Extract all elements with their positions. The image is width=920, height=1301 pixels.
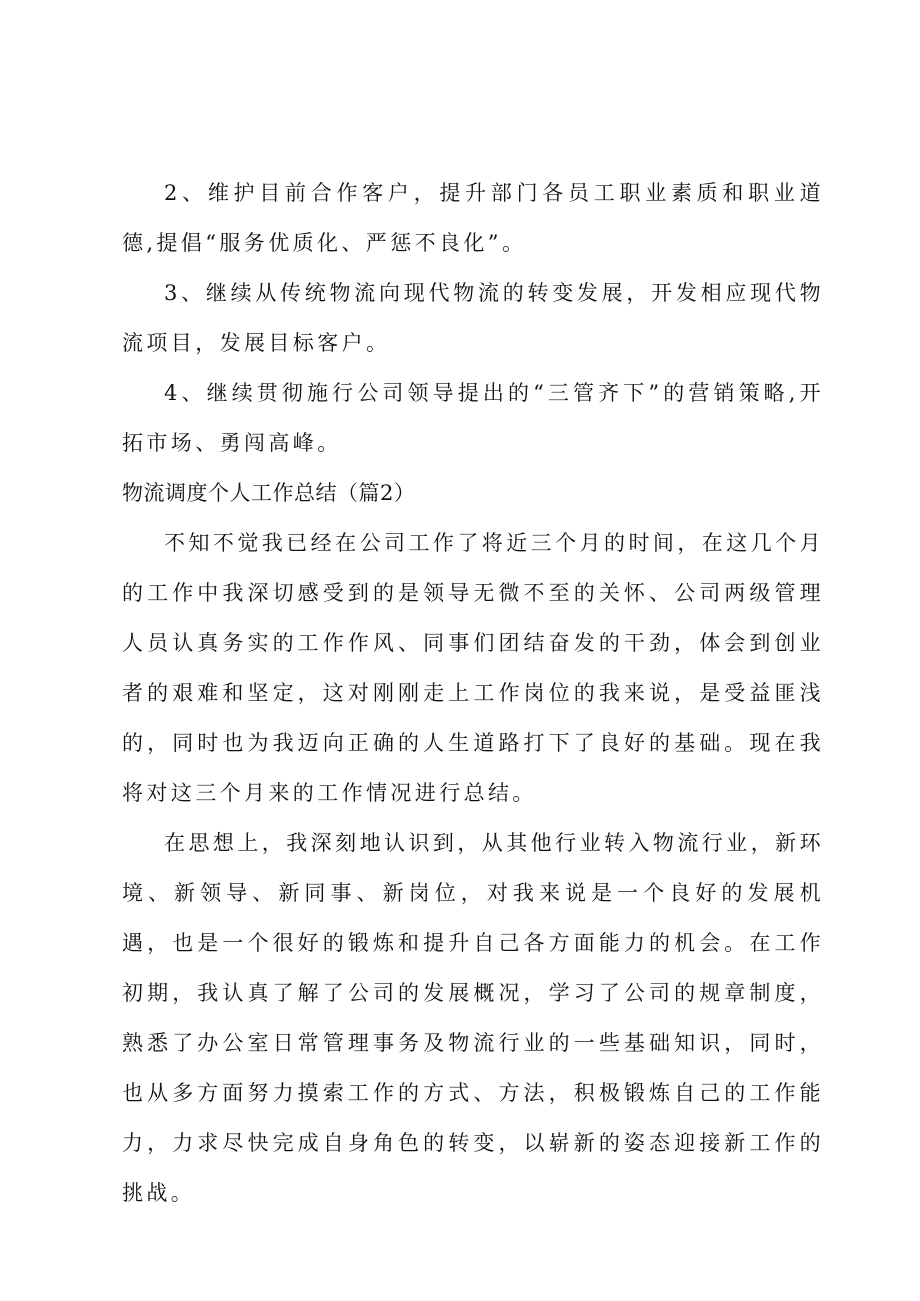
list-item-2: 2、维护目前合作客户，提升部门各员工职业素质和职业道德,提倡“服务优质化、严惩不良化”。 (122, 181, 824, 255)
body-paragraph-2: 在思想上，我深刻地认识到，从其他行业转入物流行业，新环境、新领导、新同事、新岗位，对我来说是一个良好的发展机遇，也是一个很好的锻炼和提升自己各方面能力的机会。在工作初期，我认真了解了公司的发展概况，学习了公司的规章制度，熟悉了办公室日常管理事务及物流行业的一些基础知识，同时，也从多方面努力摸索工作的方式、方法，积极锻炼自己的工作能力，力求尽快完成自身角色的转变，以崭新的姿态迎接新工作的挑战。 (122, 831, 824, 1205)
body-paragraph-1: 不知不觉我已经在公司工作了将近三个月的时间，在这几个月的工作中我深切感受到的是领导无微不至的关怀、公司两级管理人员认真务实的工作作风、同事们团结奋发的干劲，体会到创业者的艰难和坚定，这对刚刚走上工作岗位的我来说，是受益匪浅的，同时也为我迈向正确的人生道路打下了良好的基础。现在我将对这三个月来的工作情况进行总结。 (122, 531, 824, 805)
document-body (122, 168, 824, 1218)
list-item-4: 4、继续贯彻施行公司领导提出的“三管齐下”的营销策略,开拓市场、勇闯高峰。 (122, 381, 824, 455)
section-title: 物流调度个人工作总结（篇2） (122, 481, 416, 505)
list-item-3: 3、继续从传统物流向现代物流的转变发展，开发相应现代物流项目，发展目标客户。 (122, 281, 824, 355)
